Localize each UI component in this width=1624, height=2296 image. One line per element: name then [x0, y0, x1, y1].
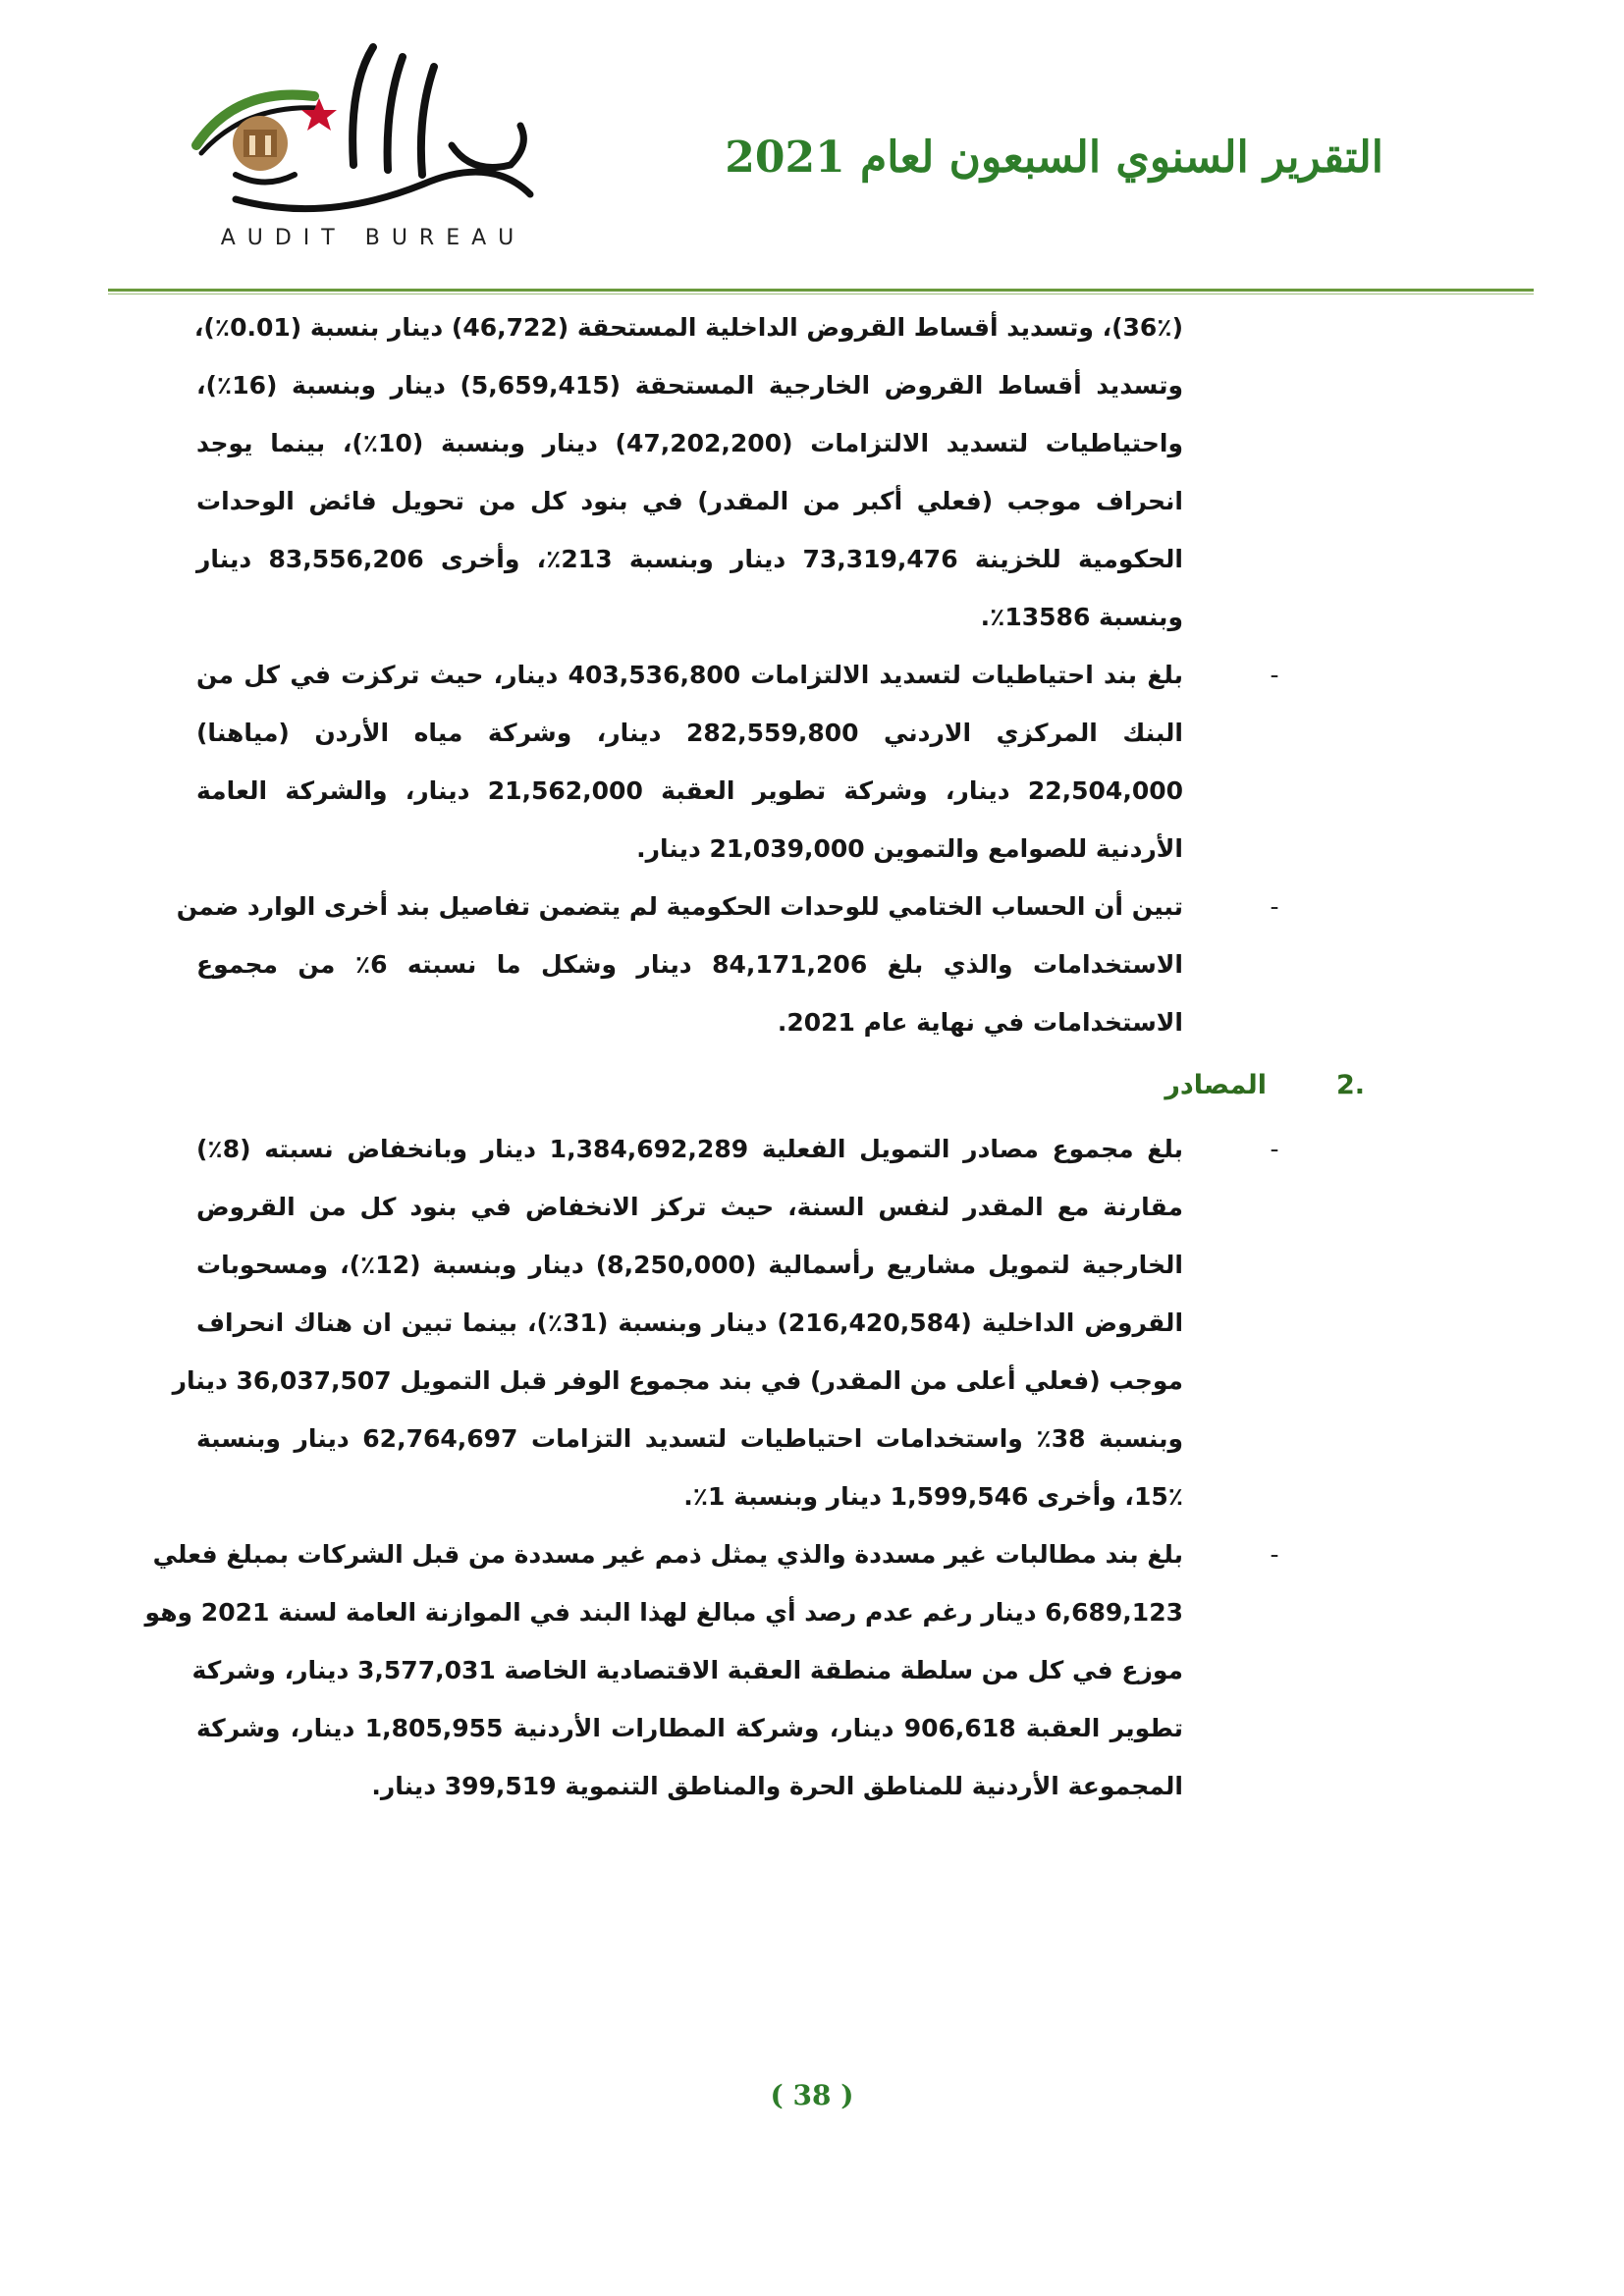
text-line: الخارجية لتمويل مشاريع رأسمالية (8,250,000) دينار وبنسبة (12٪)، ومسحوبات	[196, 1251, 1183, 1279]
list-item	[176, 878, 1279, 1051]
section-number: .2	[1335, 1070, 1365, 1100]
report-title	[725, 133, 1383, 183]
text-line: القروض الداخلية (216,420,584) دينار وبنسبة (31٪)، بينما تبين ان هناك انحراف	[196, 1308, 1184, 1337]
bullet-dash: -	[1270, 661, 1279, 689]
text-line: 22,504,000 دينار، وشركة تطوير العقبة 21,562,000 دينار، والشركة العامة	[196, 776, 1184, 805]
text-line: وبنسبة 38٪ واستخدامات احتياطيات لتسديد التزامات 62,764,697 دينار وبنسبة	[196, 1424, 1183, 1453]
audit-bureau-logo	[177, 27, 560, 253]
section-heading	[196, 1051, 1365, 1120]
page-number: ( 38 )	[770, 2079, 854, 2111]
text-line: مقارنة مع المقدر لنفس السنة، حيث تركز الانخفاض في بنود كل من القروض	[196, 1193, 1183, 1221]
text-line: واحتياطيات لتسديد الالتزامات (47,202,200) دينار وبنسبة (10٪)، بينما يوجد	[196, 429, 1183, 457]
list-item	[196, 646, 1279, 878]
page-content	[144, 298, 1365, 1815]
text-line: 6,689,123 دينار رغم عدم رصد أي مبالغ لهذا البند في الموازنة العامة لسنة 2021 وهو	[144, 1598, 1183, 1627]
section-title: المصادر	[1164, 1070, 1267, 1100]
text-line: بلغ مجموع مصادر التمويل الفعلية 1,384,692,289 دينار وبانخفاض نسبته (8٪)	[196, 1135, 1183, 1163]
text-line: الأردنية للصوامع والتموين 21,039,000 دينار.	[636, 834, 1183, 863]
text-line: 15٪، وأخرى 1,599,546 دينار وبنسبة 1٪.	[683, 1482, 1183, 1511]
text-line: المجموعة الأردنية للمناطق الحرة والمناطق التنموية 399,519 دينار.	[371, 1772, 1183, 1800]
text-line: انحراف موجب (فعلي أكبر من المقدر) في بنود كل من تحويل فائض الوحدات	[196, 487, 1183, 515]
report-year: 2021	[725, 133, 845, 183]
bullet-dash: -	[1270, 1540, 1279, 1569]
text-line: موجب (فعلي أعلى من المقدر) في بند مجموع الوفر قبل التمويل 36,037,507 دينار	[172, 1366, 1183, 1395]
text-line: وبنسبة 13586٪.	[980, 603, 1183, 631]
text-line: موزع في كل من سلطة منطقة العقبة الاقتصادية الخاصة 3,577,031 دينار، وشركة	[191, 1656, 1183, 1684]
text-line: البنك المركزي الاردني 282,559,800 دينار، وشركة مياه الأردن (مياهنا)	[196, 719, 1183, 747]
text-line: الاستخدامات والذي بلغ 84,171,206 دينار وشكل ما نسبته 6٪ من مجموع	[196, 950, 1183, 979]
text-line: تطوير العقبة 906,618 دينار، وشركة المطارات الأردنية 1,805,955 دينار، وشركة	[196, 1714, 1184, 1742]
text-line: بلغ بند احتياطيات لتسديد الالتزامات 403,536,800 دينار، حيث تركزت في كل من	[196, 661, 1183, 689]
text-line: الاستخدامات في نهاية عام 2021.	[777, 1008, 1183, 1037]
text-line: (36٪)، وتسديد أقساط القروض الداخلية المستحقة (46,722) دينار بنسبة (0.01٪)،	[193, 313, 1183, 342]
header-divider	[108, 289, 1534, 292]
intro-paragraph	[193, 298, 1184, 646]
list-item	[172, 1120, 1279, 1525]
text-line: بلغ بند مطالبات غير مسددة والذي يمثل ذمم غير مسددة من قبل الشركات بمبلغ فعلي	[152, 1540, 1183, 1569]
text-line: الحكومية للخزينة 73,319,476 دينار وبنسبة 213٪، وأخرى 83,556,206 دينار	[196, 545, 1184, 573]
list-item	[144, 1525, 1279, 1815]
text-line: تبين أن الحساب الختامي للوحدات الحكومية لم يتضمن تفاصيل بند أخرى الوارد ضمن	[176, 892, 1183, 921]
bullet-dash: -	[1270, 1135, 1279, 1163]
logo-caption: AUDIT BUREAU	[220, 226, 526, 250]
bullet-dash: -	[1270, 892, 1279, 921]
report-title-text: التقرير السنوي السبعون لعام	[860, 133, 1383, 183]
text-line: وتسديد أقساط القروض الخارجية المستحقة (5,659,415) دينار وبنسبة (16٪)،	[196, 371, 1184, 400]
